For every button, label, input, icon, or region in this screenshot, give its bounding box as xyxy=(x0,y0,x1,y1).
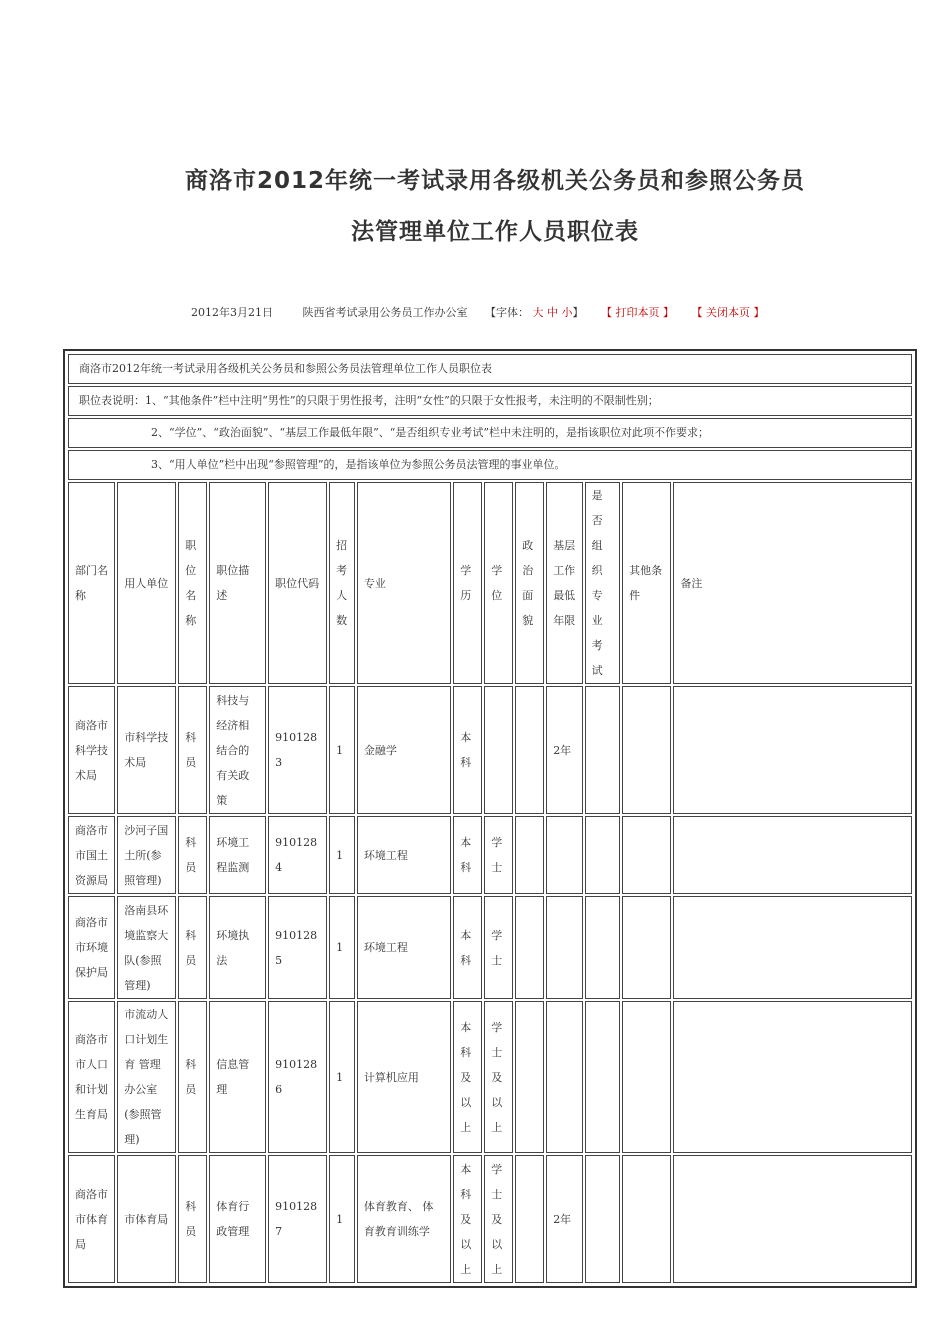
font-large-link[interactable]: 大 xyxy=(532,306,544,319)
table-cell: 市流动人口计划生育 管理办公室(参照管理) xyxy=(117,1001,176,1153)
table-cell xyxy=(515,686,544,814)
table-cell: 商洛市市人口和计划生育局 xyxy=(68,1001,115,1153)
header-cell: 是否组织专业考试 xyxy=(585,482,620,684)
table-cell xyxy=(585,686,620,814)
header-cell: 学位 xyxy=(484,482,513,684)
table-cell: 9101285 xyxy=(268,896,327,999)
table-cell xyxy=(622,686,671,814)
table-cell: 本科 xyxy=(453,816,482,894)
font-medium-link[interactable]: 中 xyxy=(547,306,558,319)
table-cell: 环境工程 xyxy=(357,816,451,894)
table-note-3: 3、“用人单位”栏中出现“参照管理”的，是指该单位为参照公务员法管理的事业单位。 xyxy=(68,450,912,480)
header-cell: 用人单位 xyxy=(117,482,176,684)
page-title: 商洛市2012年统一考试录用各级机关公务员和参照公务员 xyxy=(184,168,805,194)
table-cell: 9101283 xyxy=(268,686,327,814)
close-page-link[interactable]: 【 关闭本页 】 xyxy=(691,306,765,319)
table-cell: 9101286 xyxy=(268,1001,327,1153)
table-cell: 体育教育、 体育教育训练学 xyxy=(357,1155,451,1283)
table-row xyxy=(68,686,912,814)
table-cell: 本科 xyxy=(453,896,482,999)
header-cell: 招考人数 xyxy=(329,482,355,684)
table-cell: 市体育局 xyxy=(117,1155,176,1283)
table-cell: 环境执法 xyxy=(209,896,266,999)
header-cell: 专业 xyxy=(357,482,451,684)
table-caption: 商洛市2012年统一考试录用各级机关公务员和参照公务员法管理单位工作人员职位表 xyxy=(68,354,912,384)
header-cell: 职位代码 xyxy=(268,482,327,684)
table-cell: 科员 xyxy=(178,896,207,999)
table-cell xyxy=(546,1001,582,1153)
table-cell xyxy=(546,816,582,894)
position-table-frame xyxy=(63,349,917,1288)
table-cell xyxy=(515,896,544,999)
table-cell: 计算机应用 xyxy=(357,1001,451,1153)
table-cell: 本科 xyxy=(453,686,482,814)
table-cell: 商洛市科学技术局 xyxy=(68,686,115,814)
table-cell: 1 xyxy=(329,686,355,814)
table-cell: 本科及以上 xyxy=(453,1155,482,1283)
table-cell: 信息管理 xyxy=(209,1001,266,1153)
table-cell: 商洛市市体育局 xyxy=(68,1155,115,1283)
table-cell xyxy=(673,1001,912,1153)
header-cell: 职位描述 xyxy=(209,482,266,684)
table-cell: 学士 xyxy=(484,896,513,999)
table-cell xyxy=(622,1001,671,1153)
page-subtitle: 法管理单位工作人员职位表 xyxy=(351,219,639,245)
table-cell xyxy=(484,686,513,814)
table-cell: 2年 xyxy=(546,1155,582,1283)
table-cell: 科员 xyxy=(178,1155,207,1283)
table-cell: 本科及以上 xyxy=(453,1001,482,1153)
font-size-label-open: 【字体： xyxy=(485,306,529,319)
table-cell: 9101284 xyxy=(268,816,327,894)
table-cell: 体育行政管理 xyxy=(209,1155,266,1283)
table-cell: 沙河子国土所(参照管理) xyxy=(117,816,176,894)
meta-bar xyxy=(191,304,765,320)
header-cell: 政治面貌 xyxy=(515,482,544,684)
table-cell xyxy=(585,1155,620,1283)
font-size-label-close: 】 xyxy=(572,306,584,319)
table-cell: 环境工程 xyxy=(357,896,451,999)
table-cell: 科员 xyxy=(178,686,207,814)
table-cell xyxy=(585,816,620,894)
header-cell: 学历 xyxy=(453,482,482,684)
table-cell xyxy=(546,896,582,999)
publish-date: 2012年3月21日 xyxy=(191,306,273,319)
table-note-2: 2、“学位”、“政治面貌”、“基层工作最低年限”、“是否组织专业考试”栏中未注明的，是指该职位对此项不作要求； xyxy=(68,418,912,448)
table-cell: 环境工程监测 xyxy=(209,816,266,894)
table-row xyxy=(68,816,912,894)
table-cell xyxy=(673,1155,912,1283)
table-cell xyxy=(673,896,912,999)
table-cell: 科技与经济相结合的有关政策 xyxy=(209,686,266,814)
table-cell xyxy=(622,896,671,999)
header-cell: 其他条件 xyxy=(622,482,671,684)
table-cell: 学士及以上 xyxy=(484,1155,513,1283)
table-cell: 商洛市市环境保护局 xyxy=(68,896,115,999)
table-cell: 学士 xyxy=(484,816,513,894)
table-cell xyxy=(622,816,671,894)
print-page-link[interactable]: 【 打印本页 】 xyxy=(601,306,674,319)
header-cell: 部门名称 xyxy=(68,482,115,684)
table-cell: 洛南县环境监察大队(参照管理) xyxy=(117,896,176,999)
table-cell xyxy=(515,816,544,894)
table-cell: 2年 xyxy=(546,686,582,814)
table-cell xyxy=(622,1155,671,1283)
table-cell: 科员 xyxy=(178,1001,207,1153)
table-header-row xyxy=(68,482,912,684)
table-cell xyxy=(673,816,912,894)
table-cell xyxy=(585,1001,620,1153)
table-cell xyxy=(673,686,912,814)
table-cell: 学士及以上 xyxy=(484,1001,513,1153)
publisher: 陕西省考试录用公务员工作办公室 xyxy=(302,306,468,319)
table-cell: 9101287 xyxy=(268,1155,327,1283)
font-small-link[interactable]: 小 xyxy=(561,306,573,319)
header-cell: 备注 xyxy=(673,482,912,684)
table-cell: 1 xyxy=(329,816,355,894)
table-cell: 科员 xyxy=(178,816,207,894)
table-cell: 金融学 xyxy=(357,686,451,814)
table-cell xyxy=(585,896,620,999)
table-row xyxy=(68,1155,912,1283)
table-cell: 1 xyxy=(329,1001,355,1153)
table-note-1: 职位表说明：1、“其他条件”栏中注明“男性”的只限于男性报考，注明“女性”的只限于女性报考，未注明的不限制性别； xyxy=(68,386,912,416)
table-cell: 1 xyxy=(329,1155,355,1283)
table-cell: 1 xyxy=(329,896,355,999)
table-cell: 商洛市市国土资源局 xyxy=(68,816,115,894)
table-cell xyxy=(515,1155,544,1283)
table-row xyxy=(68,1001,912,1153)
header-cell: 职位名称 xyxy=(178,482,207,684)
table-cell xyxy=(515,1001,544,1153)
table-row xyxy=(68,896,912,999)
header-cell: 基层工作最低年限 xyxy=(546,482,582,684)
table-cell: 市科学技术局 xyxy=(117,686,176,814)
position-table xyxy=(66,352,914,1285)
